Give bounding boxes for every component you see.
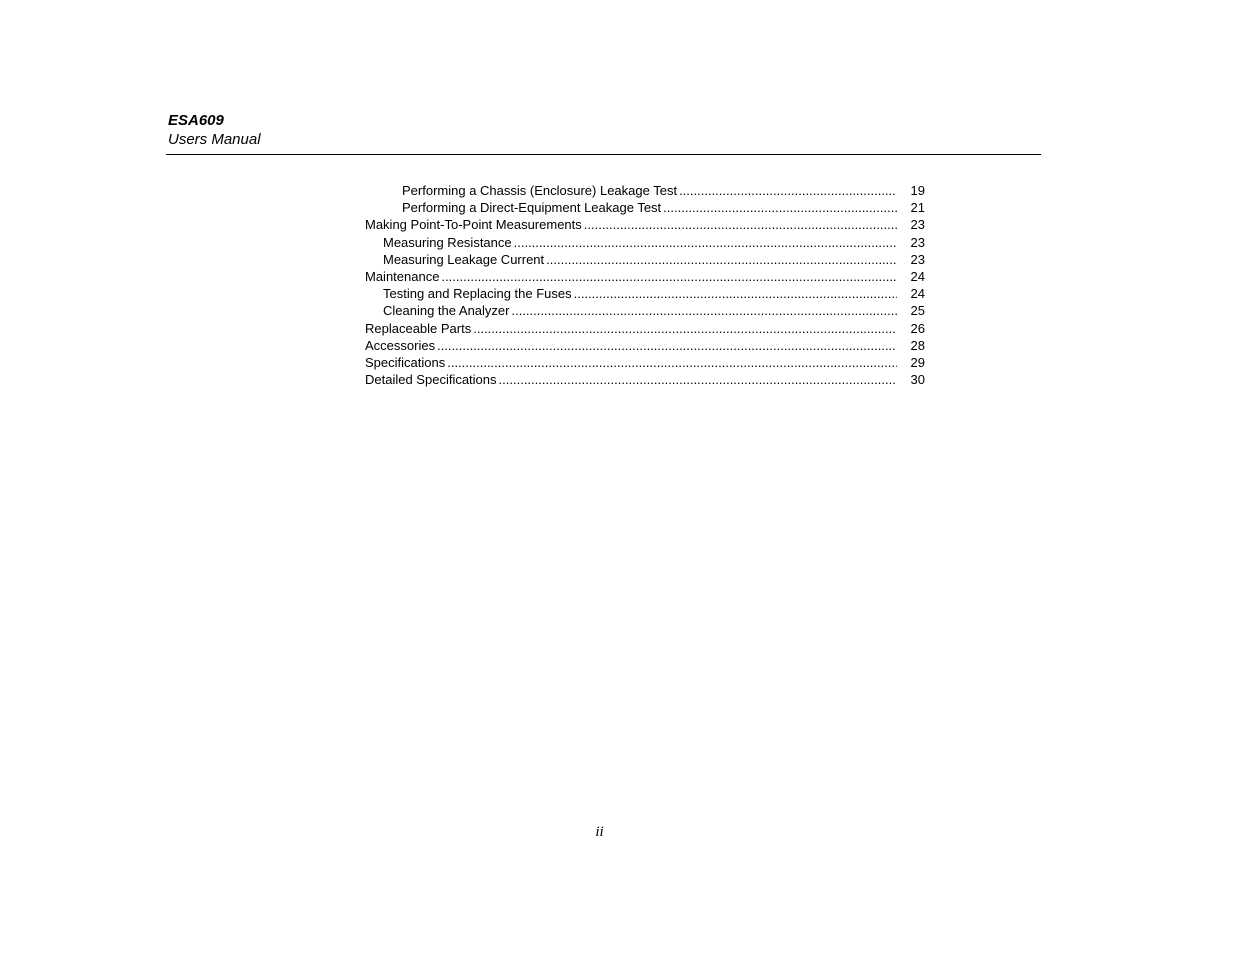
toc-entry-title: Replaceable Parts: [365, 320, 472, 336]
toc-entry-accessories[interactable]: [365, 337, 925, 354]
toc-entry-testing-replacing-fuses[interactable]: [365, 285, 925, 302]
toc-entry-page: 28: [910, 337, 925, 353]
toc-entry-page: 23: [910, 217, 925, 233]
toc-entry-title: Accessories: [365, 337, 436, 353]
toc-dot-leader: [663, 199, 897, 216]
toc-dot-leader: [574, 285, 897, 302]
table-of-contents: [365, 182, 925, 388]
page-number: ii: [595, 824, 604, 840]
toc-entry-page: 26: [910, 320, 925, 336]
toc-dot-leader: [473, 320, 897, 337]
header-divider: [166, 154, 1041, 155]
toc-entry-title: Measuring Resistance: [383, 234, 512, 250]
document-subtitle: Users Manual: [168, 131, 261, 148]
toc-entry-measuring-leakage-current[interactable]: [365, 251, 925, 268]
toc-entry-title: Maintenance: [365, 268, 440, 284]
toc-entry-point-to-point-measurements[interactable]: [365, 216, 925, 233]
toc-dot-leader: [441, 268, 897, 285]
toc-dot-leader: [584, 216, 897, 233]
toc-entry-page: 23: [910, 251, 925, 267]
toc-entry-page: 21: [910, 200, 925, 216]
toc-dot-leader: [437, 337, 897, 354]
toc-entry-detailed-specifications[interactable]: [365, 371, 925, 388]
toc-entry-title: Detailed Specifications: [365, 372, 497, 388]
toc-entry-direct-equipment-leakage-test[interactable]: [365, 199, 925, 216]
toc-entry-cleaning-analyzer[interactable]: [365, 302, 925, 319]
toc-entry-page: 25: [910, 303, 925, 319]
toc-entry-page: 24: [910, 268, 925, 284]
toc-entry-page: 24: [910, 286, 925, 302]
toc-entry-measuring-resistance[interactable]: [365, 234, 925, 251]
toc-dot-leader: [679, 182, 897, 199]
toc-entry-title: Specifications: [365, 354, 446, 370]
toc-entry-replaceable-parts[interactable]: [365, 320, 925, 337]
toc-entry-chassis-leakage-test[interactable]: [365, 182, 925, 199]
toc-dot-leader: [447, 354, 897, 371]
toc-dot-leader: [499, 371, 897, 388]
toc-entry-specifications[interactable]: [365, 354, 925, 371]
toc-entry-title: Measuring Leakage Current: [383, 251, 545, 267]
page-header: [168, 111, 1041, 149]
toc-entry-title: Testing and Replacing the Fuses: [383, 286, 572, 302]
toc-entry-page: 23: [910, 234, 925, 250]
toc-entry-title: Cleaning the Analyzer: [383, 303, 510, 319]
toc-entry-page: 19: [910, 183, 925, 198]
toc-entry-title: Performing a Direct-Equipment Leakage Test: [402, 200, 662, 216]
toc-entry-page: 30: [910, 372, 925, 388]
document-title: ESA609: [168, 112, 224, 129]
toc-dot-leader: [511, 302, 897, 319]
toc-entry-page: 29: [910, 354, 925, 370]
toc-entry-title: Performing a Chassis (Enclosure) Leakage Test: [402, 183, 678, 198]
toc-entry-title: Making Point-To-Point Measurements: [365, 217, 582, 233]
toc-dot-leader: [546, 251, 897, 268]
toc-entry-maintenance[interactable]: [365, 268, 925, 285]
toc-dot-leader: [514, 234, 897, 251]
